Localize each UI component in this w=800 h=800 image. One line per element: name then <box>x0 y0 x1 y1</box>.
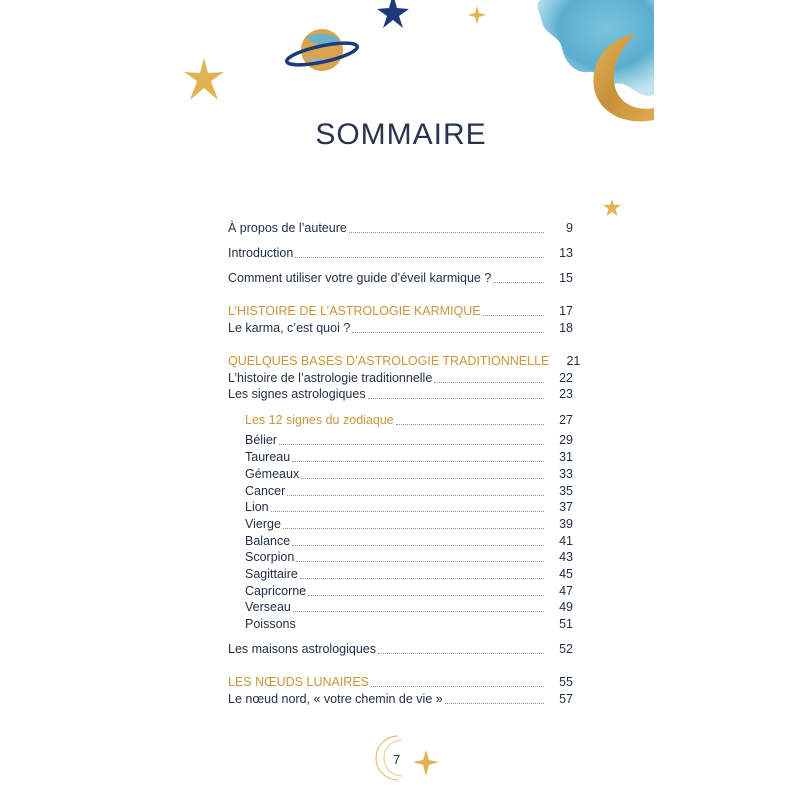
toc-section-heading[interactable] <box>228 353 581 369</box>
toc-section-heading[interactable] <box>228 303 573 319</box>
toc-entry-label: Les maisons astrologiques <box>228 642 376 656</box>
toc-leader-dots <box>298 628 544 629</box>
toc-leader-dots <box>434 382 544 383</box>
toc-entry-label: Cancer <box>245 484 286 498</box>
toc-leader-dots <box>352 332 544 333</box>
toc-leader-dots <box>368 398 544 399</box>
toc-entry-label: Bélier <box>245 433 277 447</box>
toc-entry-label: Gémeaux <box>245 467 300 481</box>
toc-entry-page: 29 <box>559 433 573 447</box>
toc-entry-page: 23 <box>559 387 573 401</box>
toc-entry[interactable] <box>228 270 573 286</box>
toc-entry-page: 39 <box>559 517 573 531</box>
toc-leader-dots <box>371 686 544 687</box>
toc-entry[interactable] <box>228 641 573 657</box>
toc-entry-label: Sagittaire <box>245 567 298 581</box>
toc-leader-dots <box>483 315 544 316</box>
toc-entry-label: Taureau <box>245 450 291 464</box>
planet-icon <box>284 24 360 76</box>
toc-entry-label: Balance <box>245 534 291 548</box>
toc-entry-page: 55 <box>559 675 573 689</box>
toc-leader-dots <box>493 282 544 283</box>
toc-entry-page: 45 <box>559 567 573 581</box>
toc-entry[interactable] <box>228 533 573 549</box>
toc-leader-dots <box>378 653 544 654</box>
toc-entry-label: Vierge <box>245 517 281 531</box>
toc-leader-dots <box>300 578 544 579</box>
toc-leader-dots <box>308 595 544 596</box>
toc-entry-page: 43 <box>559 550 573 564</box>
toc-leader-dots <box>279 444 544 445</box>
toc-leader-dots <box>396 424 544 425</box>
toc-entry[interactable] <box>228 432 573 448</box>
star-icon <box>376 0 410 28</box>
page-number: 7 <box>393 752 401 767</box>
toc-entry-page: 22 <box>559 371 573 385</box>
toc-entry-page: 49 <box>559 600 573 614</box>
toc-leader-dots <box>283 528 544 529</box>
toc-leader-dots <box>295 257 544 258</box>
toc-leader-dots <box>445 703 544 704</box>
toc-entry[interactable] <box>228 220 573 236</box>
toc-leader-dots <box>296 561 544 562</box>
toc-entry[interactable] <box>228 245 573 261</box>
toc-section-heading[interactable] <box>228 674 573 690</box>
toc-entry-page: 33 <box>559 467 573 481</box>
star-icon <box>602 198 622 218</box>
toc-entry-page: 57 <box>559 692 573 706</box>
toc-entry-page: 27 <box>559 413 573 427</box>
toc-entry-label: Le karma, c’est quoi ? <box>228 321 351 335</box>
toc-entry-page: 18 <box>559 321 573 335</box>
toc-entry-page: 37 <box>559 500 573 514</box>
toc-entry-label: Comment utiliser votre guide d’éveil karmique ? <box>228 271 492 285</box>
toc-entry[interactable] <box>228 499 573 515</box>
toc-entry-label: À propos de l’auteure <box>228 221 347 235</box>
toc-entry[interactable] <box>228 386 573 402</box>
toc-leader-dots <box>271 511 544 512</box>
toc-entry-page: 13 <box>559 246 573 260</box>
toc-leader-dots <box>293 611 544 612</box>
toc-entry[interactable] <box>228 549 573 565</box>
toc-entry-page: 9 <box>566 221 573 235</box>
toc-entry[interactable] <box>228 583 573 599</box>
toc-entry-label: Verseau <box>245 600 291 614</box>
toc-entry[interactable] <box>228 599 573 615</box>
toc-leader-dots <box>301 478 544 479</box>
toc-entry-label: LES NŒUDS LUNAIRES <box>228 675 370 689</box>
toc-entry[interactable] <box>228 483 573 499</box>
toc-entry-label: Les 12 signes du zodiaque <box>245 413 394 427</box>
toc-leader-dots <box>292 545 544 546</box>
toc-entry-label: Poissons <box>245 617 296 631</box>
toc-entry-label: Capricorne <box>245 584 307 598</box>
toc-entry-label: Introduction <box>228 246 294 260</box>
page-title: SOMMAIRE <box>315 118 487 151</box>
toc-leader-dots <box>292 461 544 462</box>
toc-entry[interactable] <box>228 320 573 336</box>
toc-entry[interactable] <box>228 691 573 707</box>
toc-entry-page: 15 <box>559 271 573 285</box>
toc-entry-page: 41 <box>559 534 573 548</box>
toc-entry[interactable] <box>228 449 573 465</box>
toc-entry-label: Le nœud nord, « votre chemin de vie » <box>228 692 443 706</box>
toc-entry-label: QUELQUES BASES D’ASTROLOGIE TRADITIONNELLE <box>228 354 550 368</box>
toc-leader-dots <box>287 495 544 496</box>
toc-entry-label: L’histoire de l’astrologie traditionnelle <box>228 371 433 385</box>
star-icon <box>182 56 226 102</box>
toc-entry-label: Lion <box>245 500 269 514</box>
toc-page <box>148 0 654 800</box>
toc-entry-page: 35 <box>559 484 573 498</box>
moon-icon <box>586 30 654 126</box>
toc-entry-label: Scorpion <box>245 550 295 564</box>
toc-entry-page: 31 <box>559 450 573 464</box>
toc-entry-page: 47 <box>559 584 573 598</box>
toc-entry-page: 17 <box>559 304 573 318</box>
toc-entry[interactable] <box>228 516 573 532</box>
star-icon <box>368 732 440 784</box>
toc-entry[interactable] <box>228 466 573 482</box>
toc-entry[interactable] <box>228 616 573 632</box>
toc-entry[interactable] <box>228 566 573 582</box>
toc-leader-dots <box>349 232 544 233</box>
toc-entry-label: Les signes astrologiques <box>228 387 366 401</box>
toc-entry-page: 52 <box>559 642 573 656</box>
toc-entry-label: L’HISTOIRE DE L’ASTROLOGIE KARMIQUE <box>228 304 481 318</box>
toc-entry[interactable] <box>228 370 573 386</box>
star-icon <box>468 6 486 24</box>
toc-entry-page: 51 <box>559 617 573 631</box>
toc-entry-page: 21 <box>566 354 581 368</box>
toc-subsection-heading[interactable] <box>228 412 573 428</box>
